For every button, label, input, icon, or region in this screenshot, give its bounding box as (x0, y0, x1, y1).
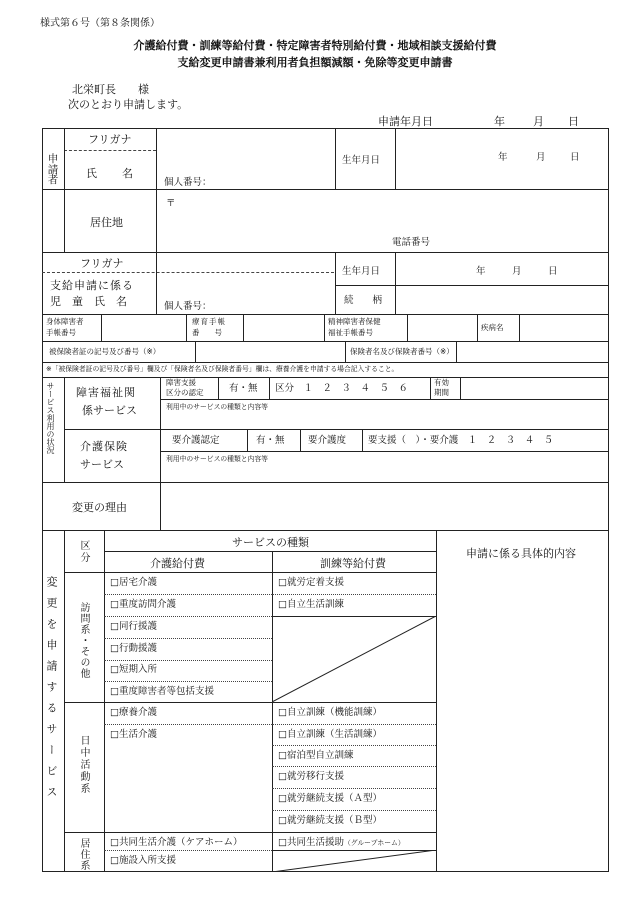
support-cert-yesno: 有・無 (229, 383, 258, 394)
applicant-name-label: 氏 名 (86, 167, 134, 180)
physical-handbook-label-1: 身体障害者 (46, 317, 84, 326)
physical-handbook-label-2: 手帳番号 (46, 328, 76, 337)
child-birthdate-label: 生年月日 (342, 266, 381, 277)
care-item-tanki[interactable]: □短期入所 (110, 664, 157, 675)
mental-handbook-label-2: 福祉手帳番号 (328, 328, 373, 337)
application-date-label: 申請年月日 (378, 115, 433, 128)
child-birth-month: 月 (512, 266, 522, 277)
service-usage-side-label: サービス利用の状況 (46, 382, 55, 454)
applicant-mynumber-label: 個人番号： (164, 177, 212, 188)
application-date-month: 月 (533, 115, 544, 128)
applicant-section-label: 申請者 (47, 153, 59, 186)
applicant-birth-year: 年 (498, 152, 508, 163)
child-furigana-label: フリガナ (80, 257, 124, 270)
mental-handbook-label-1: 精神障害者保健 (328, 317, 381, 326)
care-cert-yesno: 有・無 (256, 435, 285, 446)
diagonal-strike-visit (272, 616, 436, 702)
training-item-shukuhaku[interactable]: □宿泊型自立訓練 (278, 750, 354, 761)
application-date-year: 年 (494, 115, 505, 128)
training-item-seikatsu[interactable]: □自立訓練（生活訓練） (278, 729, 382, 740)
care-item-judo-homon[interactable]: □重度訪問介護 (110, 599, 176, 610)
applicant-furigana-label: フリガナ (88, 133, 132, 146)
group-day-label: 日中活動系 (78, 735, 89, 795)
rehab-handbook-label-1: 療育手帳 (192, 317, 226, 326)
care-detail-label: 利用中のサービスの種類と内容等 (166, 455, 268, 463)
details-input-area[interactable] (437, 572, 608, 871)
support-cert-label-1: 障害支援 (166, 378, 196, 387)
insurer-label: 保険者名及び保険者番号（※） (350, 347, 454, 356)
care-item-kyotaku[interactable]: □居宅介護 (110, 577, 157, 588)
child-mynumber-label: 個人番号： (164, 301, 212, 312)
welfare-detail-label: 利用中のサービスの種類と内容等 (166, 403, 268, 411)
child-birth-day: 日 (548, 266, 558, 277)
welfare-service-label-1: 障害福祉関 (76, 386, 136, 399)
rehab-handbook-label-2: 番 号 (192, 328, 222, 337)
service-types-header: サービスの種類 (232, 536, 309, 549)
change-service-side-label: 変更を申請するサービス (45, 576, 58, 807)
training-item-keizoku-a[interactable]: □就労継続支援（Ａ型） (278, 793, 382, 804)
care-cert-label: 要介護認定 (172, 435, 220, 446)
insurance-note: ※「被保険者証の記号及び番号」欄及び「保険者名及び保険者番号」欄は、療養介護を申請する場合記入すること。 (46, 365, 399, 373)
training-item-group-home[interactable]: □共同生活援助（グループホーム） (278, 837, 405, 848)
diagonal-strike-res (272, 850, 436, 872)
applicant-section (42, 128, 64, 252)
training-item-iko[interactable]: □就労移行支援 (278, 771, 344, 782)
group-home-note: （グループホーム） (343, 839, 405, 847)
group-res-label: 居住系 (78, 838, 89, 871)
care-level-scale: 要支援（ ）・要介護 １ ２ ３ ４ ５ (368, 435, 554, 446)
change-reason-label: 変更の理由 (72, 501, 127, 514)
care-item-doko[interactable]: □同行援護 (110, 621, 157, 632)
intro-text: 次のとおり申請します。 (68, 98, 189, 111)
applicant-birth-month: 月 (536, 152, 546, 163)
care-item-hokatsu[interactable]: □重度障害者等包括支援 (110, 686, 214, 697)
training-benefit-header: 訓練等給付費 (320, 557, 386, 570)
insurance-number-label: 被保険者証の記号及び番号（※） (49, 347, 161, 356)
child-birth-year: 年 (476, 266, 486, 277)
support-category-scale: 区分 １ ２ ３ ４ ５ ６ (275, 383, 409, 394)
kubun-label: 区分 (78, 540, 89, 564)
details-header: 申請に係る具体的内容 (466, 547, 576, 560)
training-item-keizoku-b[interactable]: □就労継続支援（Ｂ型） (278, 815, 382, 826)
form-title-line1: 介護給付費・訓練等給付費・特定障害者特別給付費・地域相談支援給付費 (133, 39, 497, 52)
postal-mark: 〒 (166, 198, 176, 209)
addressee: 北栄町長 様 (72, 83, 149, 96)
care-insurance-label-1: 介護保険 (80, 440, 128, 453)
disease-label: 疾病名 (481, 323, 504, 332)
care-item-shisetsu[interactable]: □施設入所支援 (110, 855, 176, 866)
valid-period-label-1: 有効 (434, 378, 449, 387)
welfare-service-label-2: 係サービス (82, 404, 137, 417)
form-number: 様式第６号（第８条関係） (40, 18, 160, 29)
care-level-label: 要介護度 (308, 435, 347, 446)
applicant-birth-day: 日 (570, 152, 580, 163)
applicant-birthdate-label: 生年月日 (342, 155, 381, 166)
care-item-ryoyo[interactable]: □療養介護 (110, 707, 157, 718)
child-name-label-1: 支給申請に係る (50, 279, 134, 292)
training-item-kino[interactable]: □自立訓練（機能訓練） (278, 707, 382, 718)
valid-period-label-2: 期間 (434, 388, 449, 397)
phone-label: 電話番号 (392, 237, 431, 248)
care-item-kodo[interactable]: □行動援護 (110, 643, 157, 654)
care-item-seikatsu[interactable]: □生活介護 (110, 729, 157, 740)
care-insurance-label-2: サービス (80, 458, 124, 471)
group-visit-label: 訪問系・その他 (78, 602, 89, 679)
application-date-day: 日 (568, 115, 579, 128)
child-name-label-2: 児 童 氏 名 (50, 295, 127, 308)
child-relation-label: 続 柄 (344, 295, 383, 306)
support-cert-label-2: 区分の認定 (166, 388, 204, 397)
training-item-teichaku[interactable]: □就労定着支援 (278, 577, 344, 588)
training-item-jiritsu-seikatsu[interactable]: □自立生活訓練 (278, 599, 344, 610)
form-title-line2: 支給変更申請書兼利用者負担額減額・免除等変更申請書 (177, 56, 453, 69)
care-item-carehome[interactable]: □共同生活介護（ケアホーム） (110, 837, 243, 848)
care-benefit-header: 介護給付費 (150, 557, 205, 570)
applicant-address-label: 居住地 (90, 216, 123, 229)
